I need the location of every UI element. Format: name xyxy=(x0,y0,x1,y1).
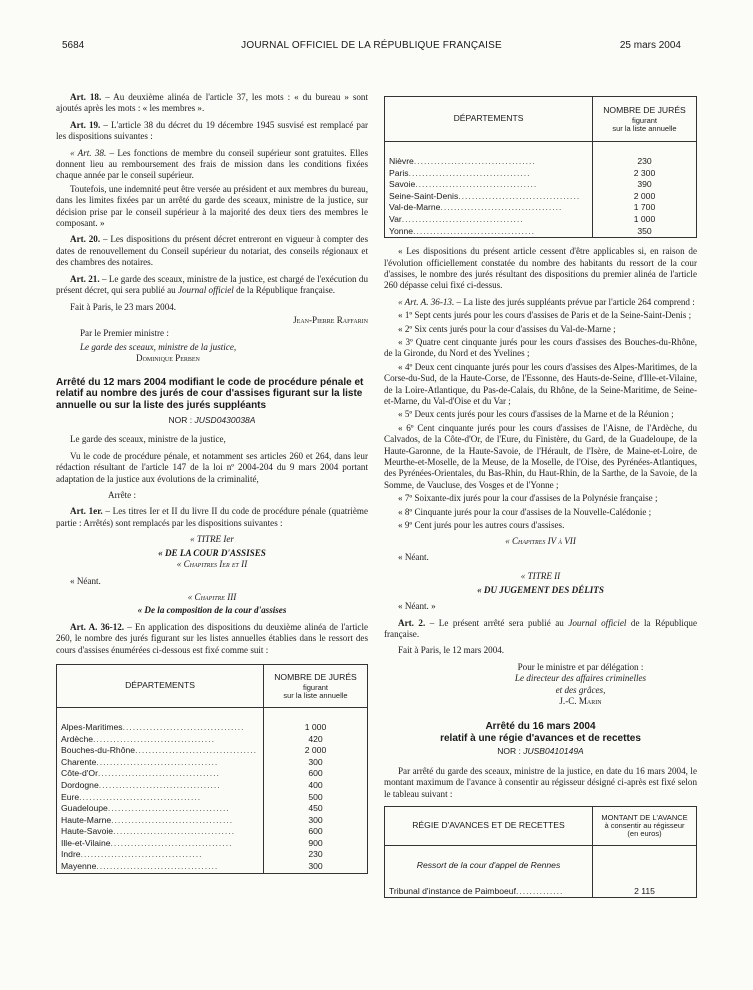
arrete-label: Arrête : xyxy=(108,490,137,501)
decree-2-title: Arrêté du 16 mars 2004 relatif à une régie d'avances et de recettes xyxy=(440,721,641,744)
department-name: Savoie.................................... xyxy=(385,179,593,191)
department-name: Haute-Savoie.................................... xyxy=(57,826,264,838)
juror-count: 300 xyxy=(264,757,368,769)
fait-paris-23: Fait à Paris, le 23 mars 2004. xyxy=(70,301,177,312)
juror-count: 600 xyxy=(264,768,368,780)
table-row xyxy=(57,757,368,769)
signature-raffarin: Jean-Pierre Raffarin xyxy=(293,314,368,325)
decree-1-nor: NOR : JUSD0430038A xyxy=(168,415,256,426)
list-item: « 9º Cent jurés pour les autres cours d'assises. xyxy=(398,520,565,531)
juror-count: 230 xyxy=(593,156,697,168)
department-name: Bouches-du-Rhône.................................... xyxy=(57,745,264,757)
department-name: Mayenne.................................... xyxy=(57,861,264,873)
titre-2: « TITRE II xyxy=(520,571,561,582)
table-row xyxy=(385,168,697,180)
list-item: « 6º Cent cinquante jurés pour les cours d'assises de l'Aisne, de l'Ardèche, du Calvados, de la Côte-d'Or, de l'Eure, du Finistère, du Gard, de la Guadeloupe, de la Haute-Garonne, de la Haute-Savoie, de l'Hérault, de l'Isère, de Maine-et-Loire, de Meurthe-et-Moselle, de la Meuse, de la Moselle, de l'Oise, des Pyrénées-Atlantiques, des Pyrénées-Orientales, du Bas-Rhin, du Haut-Rhin, de la Sarthe, de la Savoie, de la Somme, de Vaucluse, des Vosges et de l'Yonne ; xyxy=(384,422,697,490)
department-name: Indre.................................... xyxy=(57,849,264,861)
list-item: « 2º Six cents jurés pour la cour d'assises du Val-de-Marne ; xyxy=(398,323,616,334)
table-row xyxy=(385,214,697,226)
par-arrete-paragraph: Par arrêté du garde des sceaux, ministre de la justice, en date du 16 mars 2004, le montant maximum de l'avance à consentir au régisseur désigné ci-après est fixé selon le tableau suivant : xyxy=(384,765,697,799)
signature-perben: Dominique Perben xyxy=(136,353,200,364)
table-row xyxy=(385,226,697,238)
dispositions-paragraph: « Les dispositions du présent article cessent d'être applicables si, en raison de l'évolution officiellement constatée du nombre des habitants du ressort de la cour d'assises, le nombre des jurés résultant des dispositions du premier alinéa de l'article 260 dépasse celui fixé ci-dessus. xyxy=(384,246,697,291)
neant-1: « Néant. xyxy=(70,575,101,586)
directeur-line-1: Le directeur des affaires criminelles xyxy=(514,673,647,684)
department-name: Yonne.................................... xyxy=(385,226,593,238)
table-row xyxy=(57,722,368,734)
list-item: « 8º Cinquante jurés pour la cour d'assises de la Nouvelle-Calédonie ; xyxy=(398,506,652,517)
article-19: Art. 19. – L'article 38 du décret du 19 décembre 1945 susvisé est remplacé par les dispositions suivantes : xyxy=(56,119,369,142)
jures-table-right xyxy=(384,96,697,238)
department-name: Var.................................... xyxy=(385,214,593,226)
table-row xyxy=(385,156,697,168)
table-row xyxy=(385,191,697,203)
regie-table xyxy=(384,806,697,898)
department-name: Guadeloupe.................................... xyxy=(57,803,264,815)
juror-count: 1 000 xyxy=(593,214,697,226)
table-row xyxy=(57,815,368,827)
juror-count: 400 xyxy=(264,780,368,792)
juror-count: 450 xyxy=(264,803,368,815)
table-row xyxy=(57,861,368,873)
table-header-nombre: NOMBRE DE JURÉS figurant sur la liste annuelle xyxy=(264,664,368,707)
department-name: Paris.................................... xyxy=(385,168,593,180)
juror-count: 900 xyxy=(264,838,368,850)
juror-count: 1 700 xyxy=(593,202,697,214)
department-name: Nièvre.................................... xyxy=(385,156,593,168)
juror-count: 230 xyxy=(264,849,368,861)
list-item: « 3º Quatre cent cinquante jurés pour les cours d'assises des Bouches-du-Rhône, de la Gironde, du Nord et des Yvelines ; xyxy=(384,337,697,359)
list-item: « 1º Sept cents jurés pour les cours d'assises de Paris et de la Seine-Saint-Denis ; xyxy=(398,310,692,321)
decree-2-nor: NOR : JUSB0410149A xyxy=(497,746,584,757)
article-18: Art. 18. – Au deuxième alinéa de l'article 37, les mots : « du bureau » sont ajoutés après les mots : « les membres ». xyxy=(56,92,368,114)
juror-count: 300 xyxy=(264,815,368,827)
delegation: Pour le ministre et par délégation : xyxy=(517,661,644,672)
table-header-departements: DÉPARTEMENTS xyxy=(385,97,593,142)
tribunal-paimboeuf: Tribunal d'instance de Paimboeuf.............. xyxy=(385,886,593,898)
fait-paris-12: Fait à Paris, le 12 mars 2004. xyxy=(398,645,505,656)
journal-title: JOURNAL OFFICIEL DE LA RÉPUBLIQUE FRANÇAISE xyxy=(241,40,502,51)
department-name: Ardèche.................................... xyxy=(57,734,264,746)
article-a-36-13: « Art. A. 36-13. – La liste des jurés suppléants prévue par l'article 264 comprend : xyxy=(398,296,695,307)
jures-table-left xyxy=(56,664,368,874)
article-38-p2: Toutefois, une indemnité peut être versée au président et aux membres du bureau, dans les limites fixées par un arrêté du garde des sceaux, ministre de la justice, sur décision prise par le conseil supérieur à la majorité des deux tiers des membres le composant. » xyxy=(56,183,368,229)
table-header-departements: DÉPARTEMENTS xyxy=(57,664,264,707)
table-row xyxy=(57,826,368,838)
neant-3: « Néant. » xyxy=(398,601,436,612)
table-row xyxy=(57,734,368,746)
juror-count: 2 000 xyxy=(264,745,368,757)
table-row xyxy=(57,838,368,850)
signature-marin: J.-C. Marin xyxy=(559,695,602,706)
table-header-nombre: NOMBRE DE JURÉS figurant sur la liste annuelle xyxy=(593,97,697,142)
neant-2: « Néant. xyxy=(398,551,429,562)
garde-sceaux: Le garde des sceaux, ministre de la justice, xyxy=(70,434,226,445)
article-2: Art. 2. – Le présent arrêté sera publié au Journal officiel de la République française. xyxy=(384,617,697,639)
chapitres-1-2: « Chapitres Ier et II xyxy=(176,559,248,570)
garde-title: Le garde des sceaux, ministre de la justice, xyxy=(80,341,237,352)
article-a-36-12: Art. A. 36-12. – En application des dispositions du deuxième alinéa de l'article 260, le nombre des jurés figurant sur les listes annuelles établies dans le ressort des cours d'assises énumérées ci-dessous est fixé comme suit : xyxy=(56,621,369,655)
right-column xyxy=(384,96,697,898)
article-1: Art. 1er. – Les titres Ier et II du livre II du code de procédure pénale (quatrième partie : Arrêtés) sont remplacés par les dispositions suivantes : xyxy=(56,506,368,528)
department-name: Ille-et-Vilaine.................................... xyxy=(57,838,264,850)
vu-paragraph: Vu le code de procédure pénale, et notamment ses articles 260 et 264, dans leur rédaction résultant de l'article 147 de la loi nº 2004-204 du 9 mars 2004 portant adaptation de la justice aux évolutions de la criminalité, xyxy=(56,450,368,484)
juror-count: 350 xyxy=(593,226,697,238)
juror-count: 2 300 xyxy=(593,168,697,180)
amount-paimboeuf: 2 115 xyxy=(593,886,697,898)
table-row xyxy=(57,768,368,780)
table-row xyxy=(385,202,697,214)
article-20: Art. 20. – Les dispositions du présent décret entreront en vigueur à compter des dates de renouvellement du Conseil supérieur du notariat, des conseils régionaux et des chambres des notaires. xyxy=(56,234,369,268)
jures-suppleants-list xyxy=(384,310,697,531)
department-name: Côte-d'Or.................................... xyxy=(57,768,264,780)
department-name: Val-de-Marne.................................... xyxy=(385,202,593,214)
juror-count: 390 xyxy=(593,179,697,191)
list-item: « 4º Deux cent cinquante jurés pour les cours d'assises des Alpes-Maritimes, de la Corse-du-Sud, de la Haute-Corse, de l'Essonne, des Hauts-de-Seine, d'Ille-et-Vilaine, de la Loire-Atlantique, du Pas-de-Calais, du Rhône, de la Seine-Maritime, de Seine-et-Marne, du Val-d'Oise et du Var ; xyxy=(384,361,697,407)
juror-count: 1 000 xyxy=(264,722,368,734)
department-name: Seine-Saint-Denis.................................... xyxy=(385,191,593,203)
table-header-regie: RÉGIE D'AVANCES ET DE RECETTES xyxy=(385,807,593,846)
juror-count: 500 xyxy=(264,792,368,804)
table-row xyxy=(57,849,368,861)
page-number: 5684 xyxy=(62,40,85,51)
table-row xyxy=(57,803,368,815)
department-name: Haute-Marne.................................... xyxy=(57,815,264,827)
table-row xyxy=(57,792,368,804)
juror-count: 300 xyxy=(264,861,368,873)
department-name: Eure.................................... xyxy=(57,792,264,804)
article-38: « Art. 38. – Les fonctions de membre du conseil supérieur sont gratuites. Elles donnent lieu au remboursement des frais de mission dans les conditions fixées chaque année par le conseil supérieur. xyxy=(56,147,368,181)
juror-count: 600 xyxy=(264,826,368,838)
list-item: « 7º Soixante-dix jurés pour la cour d'assises de la Polynésie française ; xyxy=(398,493,658,504)
table-row xyxy=(57,780,368,792)
table-row xyxy=(385,179,697,191)
article-21: Art. 21. – Le garde des sceaux, ministre de la justice, est chargé de l'exécution du présent décret, qui sera publié au Journal officiel de la République française. xyxy=(56,273,368,296)
par-premier-ministre: Par le Premier ministre : xyxy=(80,328,169,339)
table-row xyxy=(57,745,368,757)
left-column xyxy=(56,92,368,874)
decree-1-title: Arrêté du 12 mars 2004 modifiant le code de procédure pénale et relatif au nombre des jurés de cour d'assises figurant sur la liste annuelle ou sur la liste des jurés suppléants xyxy=(56,376,364,411)
table-header-montant: MONTANT DE L'AVANCE à consentir au régisseur (en euros) xyxy=(593,807,697,846)
chapitres-4-7: « Chapitres IV à VII xyxy=(505,535,576,546)
chapitre-3: « Chapitre III xyxy=(187,591,237,602)
issue-date: 25 mars 2004 xyxy=(619,40,681,51)
directeur-line-2: et des grâces, xyxy=(555,684,606,695)
department-name: Charente.................................... xyxy=(57,757,264,769)
titre-1: « TITRE Ier xyxy=(190,534,234,545)
juror-count: 420 xyxy=(264,734,368,746)
titre-1-subtitle: « DE LA COUR D'ASSISES xyxy=(158,547,266,558)
department-name: Alpes-Maritimes.................................... xyxy=(57,722,264,734)
ressort-rennes: Ressort de la cour d'appel de Rennes xyxy=(385,860,593,872)
page-header xyxy=(62,40,681,56)
titre-2-subtitle: « DU JUGEMENT DES DÉLITS xyxy=(477,584,604,595)
chapitre-3-subtitle: « De la composition de la cour d'assises xyxy=(137,605,287,616)
department-name: Dordogne.................................... xyxy=(57,780,264,792)
juror-count: 2 000 xyxy=(593,191,697,203)
list-item: « 5º Deux cents jurés pour les cours d'assises de la Marne et de la Réunion ; xyxy=(398,409,674,420)
